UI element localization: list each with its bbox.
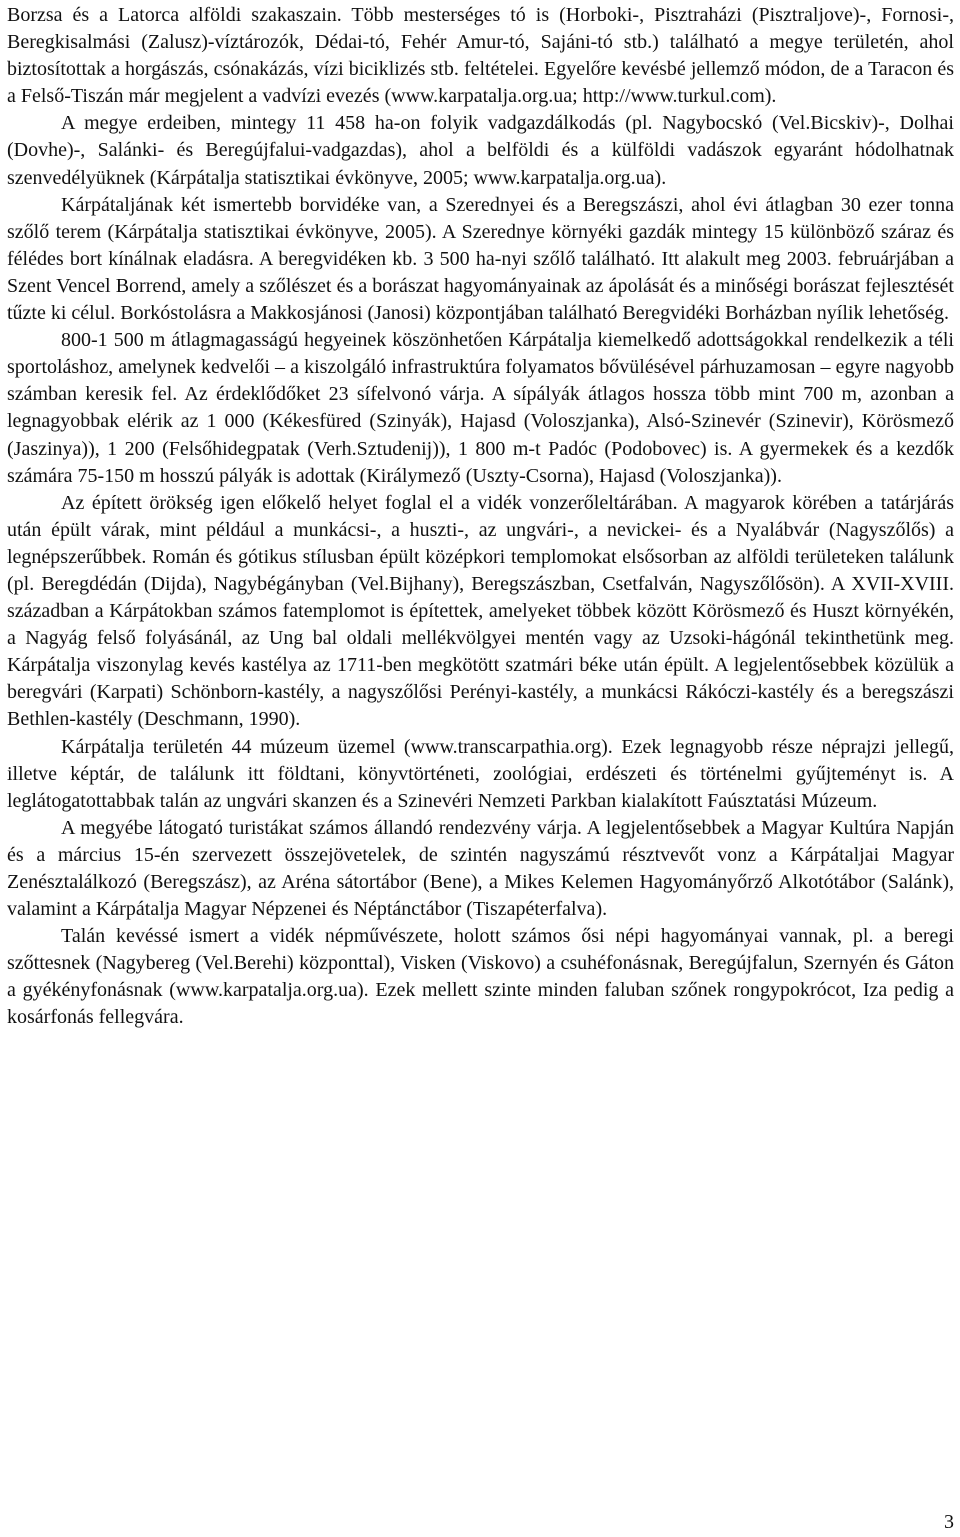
- paragraph-waters: Borzsa és a Latorca alföldi szakaszain. Több mesterséges tó is (Horboki-, Pisztraházi (Pisztraljove)-, Fornosi-, Beregkisalmási (Zalusz)-víztározók, Dédai-tó, Fehér Amur-tó, Sajáni-tó stb.) található a megye területén, ahol biztosítottak a horgászás, csónakázás, vízi biciklizés stb. feltételei. Egyelőre kevésbé jellemző módon, de a Taracon és a Felső-Tiszán már megjelent a vadvízi evezés (www.karpatalja.org.ua; http://www.turkul.com).: [7, 4, 954, 108]
- page-number: 3: [944, 1511, 954, 1533]
- paragraph-folk-art: Talán kevéssé ismert a vidék népművészete, holott számos ősi népi hagyományai vannak, pl. a beregi szőttesnek (Nagybereg (Vel.Berehi) központtal), Visken (Viskovo) a csuhéfonásnak, Beregújfalun, Szernyén és Gáton a gyékényfonásnak (www.karpatalja.org.ua). Ezek mellett szinte minden faluban szőnek rongypokrócot, Iza pedig a kosárfonás fellegvára.: [7, 925, 954, 1029]
- paragraph-events: A megyébe látogató turistákat számos állandó rendezvény várja. A legjelentősebbek a Magyar Kultúra Napján és a március 15-én szervezett összejövetelek, de szintén nagyszámú résztvevőt vonz a Kárpátaljai Magyar Zenésztalálkozó (Beregszász), az Aréna sátortábor (Bene), a Mikes Kelemen Hagyományőrző Alkotótábor (Salánk), valamint a Kárpátalja Magyar Népzenei és Néptánctábor (Tiszapéterfalva).: [7, 816, 954, 921]
- paragraph-winter-sports: 800-1 500 m átlagmagasságú hegyeinek köszönhetően Kárpátalja kiemelkedő adottságokkal rendelkezik a téli sportoláshoz, amelynek kedvelői – a kiszolgáló infrastruktúra folyamatos bővülésével párhuzamosan – egyre nagyobb számban keresik fel. Az érdeklődőket 23 sífelvonó várja. A sípályák átlagos hossza több mint 700 m, azonban a legnagyobbak elérik az 1 000 (Kékesfüred (Szinyák), Hajasd (Voloszjanka), Alsó-Szinevér (Szinevir), Körösmező (Jaszinya)), 1 200 (Felsőhidegpatak (Verh.Sztudenij)), 1 800 m-t Padóc (Podobovec) is. A gyermekek és a kezdők számára 75-150 m hosszú pályák is adottak (Királymező (Uszty-Csorna), Hajasd (Voloszjanka)).: [7, 329, 954, 487]
- document-page: [7, 0, 954, 1032]
- paragraph-wine-regions: Kárpátaljának két ismertebb borvidéke van, a Szerednyei és a Beregszászi, ahol évi átlagban 30 ezer tonna szőlő terem (Kárpátalja statisztikai évkönyve, 2005). A Szerednye környéki gazdák mintegy 15 különböző száraz és félédes bort kínálnak eladásra. A beregvidéken kb. 3 500 ha-nyi szőlő található. Itt alakult meg 2003. februárjában a Szent Vencel Borrend, amely a szőlészet és a borászat hagyományainak az ápolását és a minőségi borászat fejlesztését tűzte ki célul. Borkóstolásra a Makkosjánosi (Janosi) központjában található Beregvidéki Borházban nyílik lehetőség.: [7, 193, 954, 325]
- paragraph-hunting: A megye erdeiben, mintegy 11 458 ha-on folyik vadgazdálkodás (pl. Nagybocskó (Vel.Bicskiv)-, Dolhai (Dovhe)-, Salánki- és Beregújfalui-vadgazdas), ahol a belföldi és a külföldi vadászok egyaránt hódolhatnak szenvedélyüknek (Kárpátalja statisztikai évkönyve, 2005; www.karpatalja.org.ua).: [7, 112, 954, 189]
- paragraph-built-heritage: Az épített örökség igen előkelő helyet foglal el a vidék vonzerőleltárában. A magyarok körében a tatárjárás után épült várak, mint például a munkácsi-, a huszti-, az ungvári-, a nevickei- és a Nyalábvár (Nagyszőlős) a legnépszerűbbek. Román és gótikus stílusban épült középkori templomokat elsősorban az alföldi területeken találunk (pl. Beregdédán (Dijda), Nagybégányban (Vel.Bijhany), Beregszászban, Csetfalván, Nagyszőlősön). A XVII-XVIII. században a Kárpátokban számos fatemplomot is építettek, amelyeket többek között Körösmező és Huszt környékén, a Nagyág felső folyásánál, az Ung bal oldali mellékvölgyei mentén vagy az Uzsoki-hágónál tekinthetünk meg. Kárpátalja viszonylag kevés kastélya az 1711-ben megkötött szatmári béke után épült. A legjelentősebbek közülük a beregvári (Karpati) Schönborn-kastély, a nagyszőlősi Perényi-kastély, a munkácsi Rákóczi-kastély és a beregszászi Bethlen-kastély (Deschmann, 1990).: [7, 491, 954, 731]
- paragraph-museums: Kárpátalja területén 44 múzeum üzemel (www.transcarpathia.org). Ezek legnagyobb része néprajzi jellegű, illetve képtár, de találunk itt földtani, könyvtörténeti, zoológiai, erdészeti és történelmi gyűjteményt is. A leglátogatottabbak talán az ungvári skanzen és a Szinevéri Nemzeti Parkban kialakított Faúsztatási Múzeum.: [7, 735, 954, 812]
